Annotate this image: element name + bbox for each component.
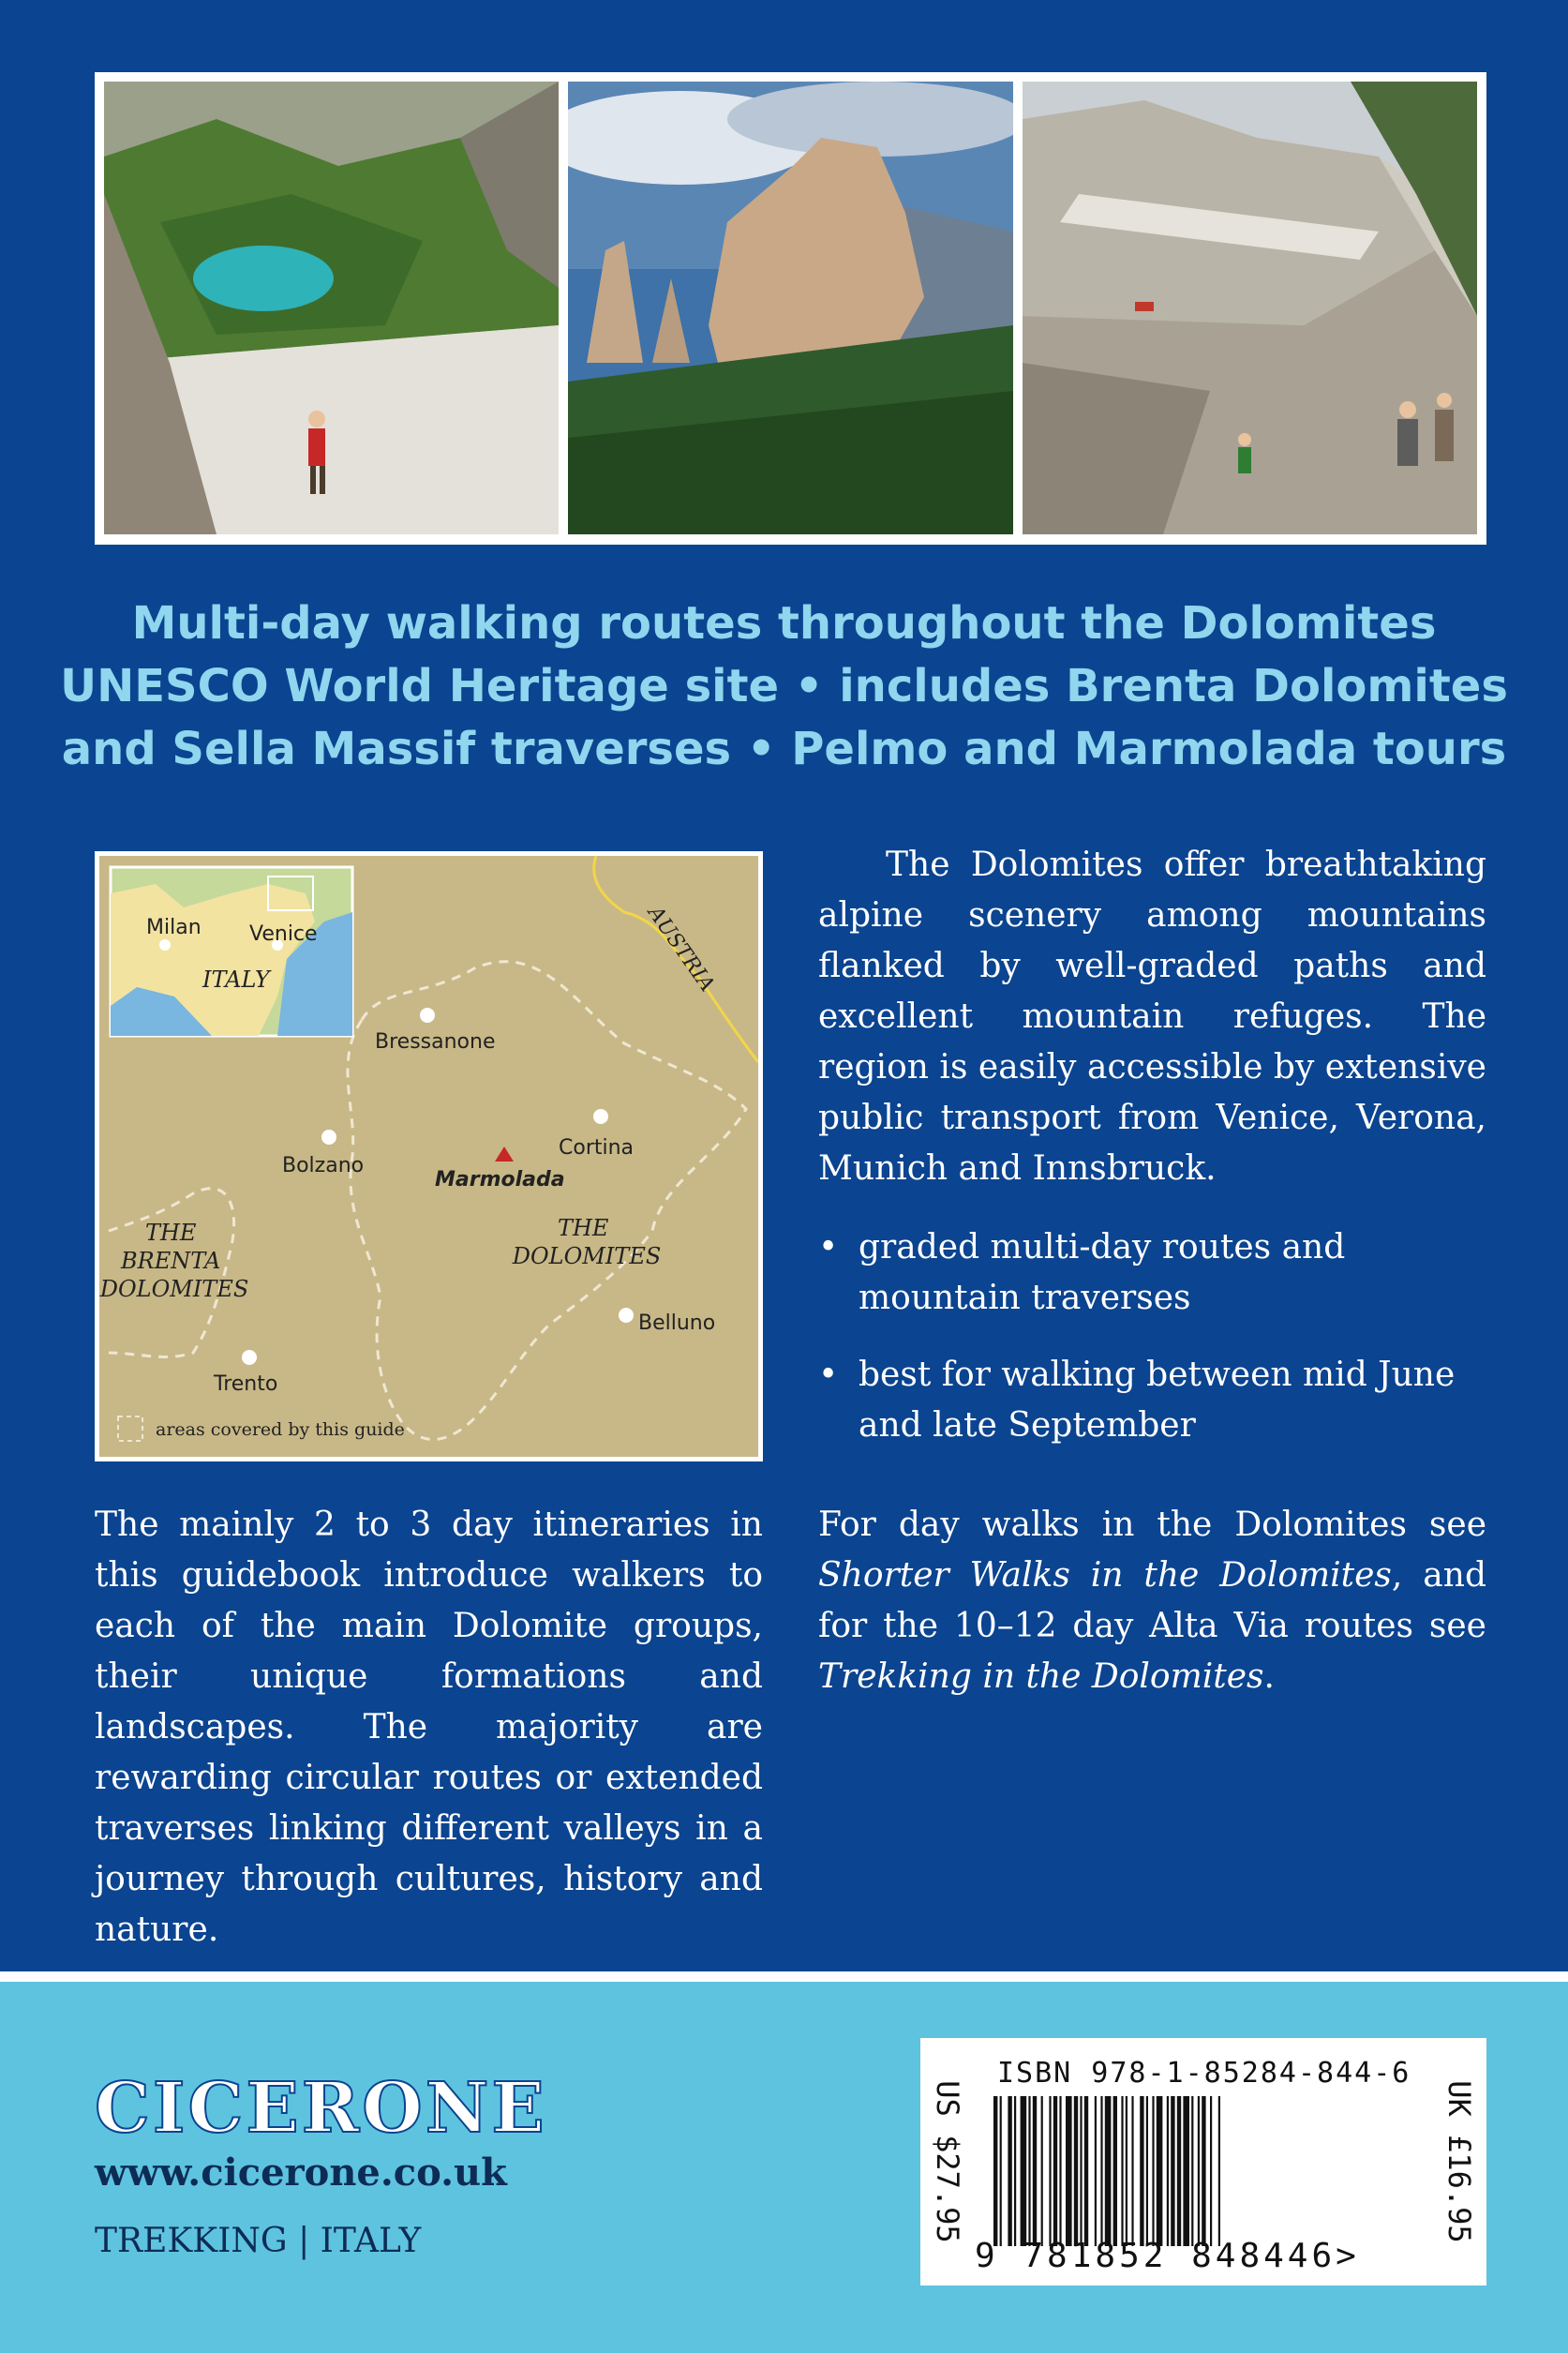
barcode-bar xyxy=(1074,2096,1078,2246)
ean-first-digit: 9 xyxy=(975,2237,999,2275)
barcode-panel xyxy=(920,2038,1486,2286)
barcode-bar xyxy=(1218,2096,1220,2246)
label-trento: Trento xyxy=(214,1372,278,1396)
town-belluno-dot xyxy=(619,1308,634,1323)
barcode-bar xyxy=(1177,2096,1181,2246)
tagline-line-1: Multi-day walking routes throughout the Dolomites xyxy=(131,597,1437,650)
brenta-line-2: BRENTA xyxy=(121,1248,221,1274)
label-austria: AUSTRIA xyxy=(643,902,719,997)
photo-mountain-lake xyxy=(104,82,559,534)
feature-item xyxy=(818,1222,1486,1324)
price-us-text: US $27.95 xyxy=(930,2080,965,2243)
barcode-bar xyxy=(1033,2096,1037,2246)
barcode-bar xyxy=(993,2096,997,2246)
barcode-bar xyxy=(1152,2096,1154,2246)
divider-line xyxy=(0,1971,1568,1982)
barcode-bar xyxy=(1053,2096,1057,2246)
isbn-text: ISBN 978-1-85284-844-6 xyxy=(997,2057,1411,2090)
bullet-dot: • xyxy=(818,1228,839,1266)
publisher-url[interactable]: www.cicerone.co.uk xyxy=(95,2151,507,2195)
photo-hikers-path xyxy=(1023,82,1477,534)
ean-left-group: 781852 xyxy=(1023,2237,1168,2275)
barcode-bar xyxy=(1183,2096,1189,2246)
cicerone-logo: CICERONE xyxy=(95,2068,547,2149)
barcode-bar xyxy=(1198,2096,1200,2246)
barcode-bar xyxy=(1121,2096,1123,2246)
intro-paragraph: The Dolomites offer breathtaking alpine scenery among mountains flanked by well-graded paths and excellent mountain refuges. The region is easily accessible by extensive public transport from Venice, Verona, Munich and Innsbruck. xyxy=(818,846,1486,1188)
town-trento-dot xyxy=(242,1350,257,1365)
see-also-text-3: . xyxy=(1263,1657,1275,1696)
photo-rock-towers xyxy=(568,82,1013,534)
brenta-line-3: DOLOMITES xyxy=(99,1276,249,1302)
see-also-text-2: , and for the 10–12 day Alta Via routes see xyxy=(818,1556,1486,1645)
book-title-shorter-walks: Shorter Walks in the Dolomites xyxy=(818,1556,1392,1595)
barcode-bar xyxy=(1167,2096,1169,2246)
barcode-bar xyxy=(1146,2096,1148,2246)
barcode-bar xyxy=(1066,2096,1072,2246)
legend-label: areas covered by this guide xyxy=(156,1419,405,1440)
barcode-bar xyxy=(1126,2096,1127,2246)
barcode-bar xyxy=(1105,2096,1112,2246)
barcode-bar xyxy=(1049,2096,1051,2246)
barcode-bar xyxy=(1028,2096,1030,2246)
itineraries-paragraph: The mainly 2 to 3 day itineraries in this guidebook introduce walkers to each of the main Dolomite groups, their unique formations and landscapes. The majority are rewarding circular routes or extended traverses linking different valleys in a journey through cultures, history and nature. xyxy=(95,1506,763,1949)
label-bressanone: Bressanone xyxy=(375,1030,496,1054)
label-cortina: Cortina xyxy=(559,1136,635,1160)
see-also-paragraph xyxy=(818,1500,1486,1702)
town-cortina-dot xyxy=(593,1109,608,1124)
dolomites-line-2: DOLOMITES xyxy=(512,1243,662,1269)
ean-end-mark: > xyxy=(1336,2237,1360,2275)
price-uk-text: UK £16.95 xyxy=(1441,2080,1477,2243)
price-us xyxy=(920,2038,975,2286)
bullet-dot: • xyxy=(818,1356,839,1394)
feature-text: graded multi-day routes and mountain traverses xyxy=(859,1228,1346,1317)
barcode-bar xyxy=(1202,2096,1205,2246)
town-bolzano-dot xyxy=(321,1130,336,1145)
barcode-bar xyxy=(1113,2096,1117,2246)
barcode-bars xyxy=(993,2096,1406,2246)
label-belluno: Belluno xyxy=(638,1311,716,1335)
brenta-line-1: THE xyxy=(144,1220,197,1246)
price-uk xyxy=(1432,2038,1486,2286)
barcode-bar xyxy=(1008,2096,1011,2246)
feature-item xyxy=(818,1350,1486,1451)
tagline xyxy=(56,592,1512,781)
barcode-bar xyxy=(1014,2096,1016,2246)
label-venice: Venice xyxy=(249,922,318,946)
label-milan: Milan xyxy=(146,916,202,939)
inset-map xyxy=(111,867,352,1036)
book-category: TREKKING | ITALY xyxy=(95,2222,422,2260)
see-also-text-1: For day walks in the Dolomites see xyxy=(818,1506,1486,1544)
barcode-bar xyxy=(1191,2096,1193,2246)
barcode-bar xyxy=(1100,2096,1102,2246)
feature-list xyxy=(818,1222,1486,1477)
barcode-bar xyxy=(1041,2096,1043,2246)
barcode-bar xyxy=(1140,2096,1143,2246)
barcode-bar xyxy=(1131,2096,1133,2246)
map-graphic xyxy=(99,856,758,1457)
label-bolzano: Bolzano xyxy=(282,1154,365,1177)
tagline-line-3: and Sella Massif traverses • Pelmo and Marmolada tours xyxy=(61,723,1507,775)
ean-digits xyxy=(975,2237,1360,2275)
photo-strip xyxy=(95,72,1486,545)
barcode-bar xyxy=(1000,2096,1002,2246)
barcode-bar xyxy=(1059,2096,1061,2246)
barcode-bar xyxy=(1171,2096,1174,2246)
ean-right-group: 848446 xyxy=(1191,2237,1337,2275)
barcode-bar xyxy=(1021,2096,1027,2246)
label-marmolada: Marmolada xyxy=(435,1168,565,1191)
barcode-bar xyxy=(1080,2096,1082,2246)
barcode-bar xyxy=(1095,2096,1097,2246)
region-map xyxy=(95,851,763,1461)
tagline-line-2: UNESCO World Heritage site • includes Brenta Dolomites xyxy=(60,660,1508,712)
barcode-bar xyxy=(1157,2096,1163,2246)
barcode-bar xyxy=(1210,2096,1212,2246)
town-bressanone-dot xyxy=(420,1008,435,1023)
barcode-bar xyxy=(1084,2096,1088,2246)
label-italy: ITALY xyxy=(202,967,270,993)
book-title-trekking: Trekking in the Dolomites xyxy=(818,1657,1264,1696)
feature-text: best for walking between mid June and late September xyxy=(859,1356,1456,1445)
dolomites-line-1: THE xyxy=(557,1215,609,1241)
